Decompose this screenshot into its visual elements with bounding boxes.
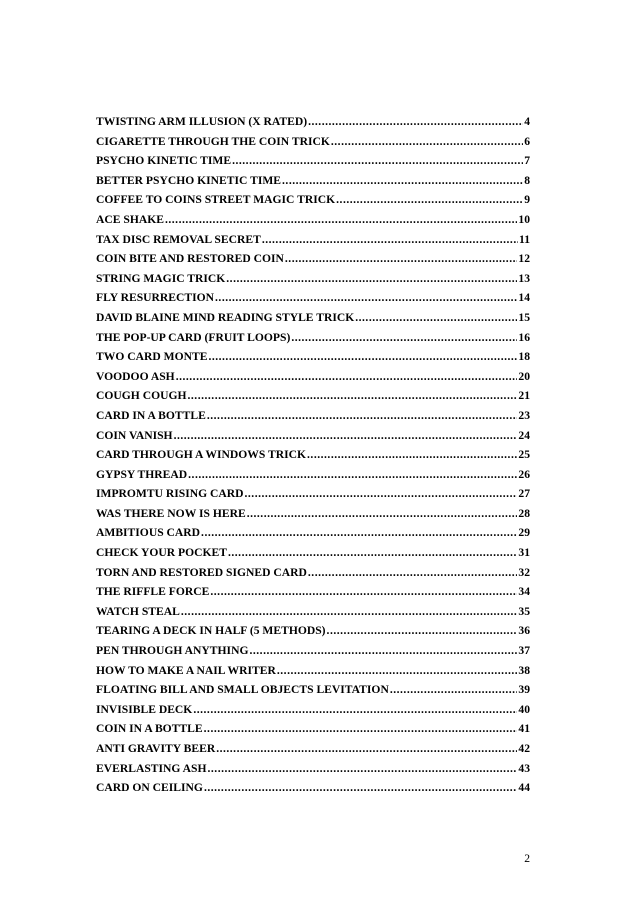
toc-entry-page-number: 16 [518,330,530,344]
toc-entry-title: COIN IN A BOTTLE [96,722,203,736]
toc-entry-page-number: 38 [518,663,530,677]
toc-entry-page-number: 27 [518,487,530,501]
dot-leader [245,484,518,504]
toc-entry[interactable] [96,759,530,779]
toc-entry[interactable] [96,190,530,210]
toc-entry-page-number: 13 [518,271,530,285]
toc-entry[interactable] [96,269,530,289]
toc-entry-page-number: 35 [518,604,530,618]
dot-leader [331,132,523,152]
toc-entry-title: THE POP-UP CARD (FRUIT LOOPS) [96,330,291,344]
toc-entry[interactable] [96,386,530,406]
toc-entry-title: EVERLASTING ASH [96,761,207,775]
toc-entry[interactable] [96,406,530,426]
toc-entry[interactable] [96,328,530,348]
dot-leader [307,445,517,465]
toc-entry-page-number: 15 [518,310,530,324]
toc-entry-page-number: 8 [524,173,530,187]
toc-entry-title: COUGH COUGH [96,389,187,403]
toc-entry-page-number: 43 [518,761,530,775]
toc-entry-title: CARD IN A BOTTLE [96,408,206,422]
toc-entry-page-number: 21 [518,389,530,403]
dot-leader [216,739,517,759]
toc-entry-page-number: 9 [524,193,530,207]
toc-entry-page-number: 24 [518,428,530,442]
toc-entry-page-number: 14 [518,291,530,305]
dot-leader [232,151,523,171]
toc-entry-title: STRING MAGIC TRICK [96,271,226,285]
toc-entry-page-number: 34 [518,585,530,599]
dot-leader [390,680,518,700]
toc-entry-title: CARD ON CEILING [96,781,203,795]
toc-entry[interactable] [96,151,530,171]
toc-entry-title: TWISTING ARM ILLUSION (X RATED) [96,115,308,128]
toc-entry-title: TEARING A DECK IN HALF (5 METHODS) [96,624,326,638]
toc-entry-title: TAX DISC REMOVAL SECRET [96,232,261,246]
toc-entry[interactable] [96,132,530,152]
toc-entry-page-number: 29 [518,526,530,540]
toc-entry[interactable] [96,230,530,250]
toc-entry-page-number: 40 [518,702,530,716]
toc-entry[interactable] [96,210,530,230]
toc-entry[interactable] [96,347,530,367]
toc-entry-title: PSYCHO KINETIC TIME [96,154,232,168]
toc-entry-page-number: 44 [518,781,530,795]
toc-entry-title: WAS THERE NOW IS HERE [96,506,246,520]
toc-entry-page-number: 37 [518,644,530,658]
dot-leader [215,288,517,308]
toc-entry-page-number: 10 [518,212,530,226]
toc-entry-title: ACE SHAKE [96,212,164,226]
toc-entry[interactable] [96,523,530,543]
dot-leader [262,230,518,250]
toc-entry-page-number: 20 [518,369,530,383]
toc-entry[interactable] [96,778,530,798]
toc-entry-page-number: 36 [518,624,530,638]
toc-entry[interactable] [96,680,530,700]
toc-entry-page-number: 6 [524,134,530,148]
toc-entry-page-number: 23 [518,408,530,422]
dot-leader [176,367,518,387]
toc-entry[interactable] [96,171,530,191]
dot-leader [282,171,523,191]
toc-entry[interactable] [96,308,530,328]
toc-entry-page-number: 4 [524,115,530,128]
toc-entry-page-number: 42 [518,742,530,755]
toc-entry-page-number: 26 [518,467,530,481]
toc-entry-page-number: 25 [518,448,530,462]
toc-entry-title: COFFEE TO COINS STREET MAGIC TRICK [96,193,336,207]
toc-entry-title: WATCH STEAL [96,604,180,618]
dot-leader [291,328,517,348]
toc-entry[interactable] [96,582,530,602]
dot-leader [336,190,523,210]
dot-leader [188,386,518,406]
toc-entry-title: CARD THROUGH A WINDOWS TRICK [96,448,307,462]
toc-entry[interactable] [96,719,530,739]
dot-leader [277,661,518,681]
dot-leader [204,778,517,798]
toc-entry[interactable] [96,445,530,465]
toc-entry-title: AMBITIOUS CARD [96,526,201,540]
toc-entry-title: CIGARETTE THROUGH THE COIN TRICK [96,134,330,148]
dot-leader [228,543,517,563]
dot-leader [308,112,523,132]
toc-entry-title: THE RIFFLE FORCE [96,585,210,599]
toc-entry[interactable] [96,739,530,759]
toc-entry-title: DAVID BLAINE MIND READING STYLE TRICK [96,310,355,324]
toc-entry-page-number: 18 [518,350,530,364]
toc-entry-title: TORN AND RESTORED SIGNED CARD [96,565,307,579]
toc-entry[interactable] [96,661,530,681]
toc-entry[interactable] [96,249,530,269]
toc-entry-page-number: 41 [518,722,530,736]
toc-entry-title: GYPSY THREAD [96,467,188,481]
dot-leader [208,759,518,779]
table-of-contents [96,112,530,798]
dot-leader [226,269,517,289]
toc-entry-title: ANTI GRAVITY BEER [96,742,216,755]
toc-entry-title: CHECK YOUR POCKET [96,546,227,560]
toc-entry-title: IMPROMTU RISING CARD [96,487,244,501]
toc-entry-title: PEN THROUGH ANYTHING [96,644,249,658]
toc-entry-title: VOODOO ASH [96,369,175,383]
toc-entry-title: COIN VANISH [96,428,173,442]
toc-entry[interactable] [96,465,530,485]
dot-leader [285,249,518,269]
toc-entry[interactable] [96,700,530,720]
dot-leader [174,426,518,446]
toc-entry[interactable] [96,288,530,308]
dot-leader [165,210,517,230]
toc-entry[interactable] [96,112,530,132]
dot-leader [308,563,518,583]
toc-entry[interactable] [96,602,530,622]
toc-entry[interactable] [96,367,530,387]
dot-leader [181,602,518,622]
toc-entry[interactable] [96,426,530,446]
dot-leader [201,523,517,543]
toc-entry-page-number: 7 [524,154,530,168]
toc-entry[interactable] [96,621,530,641]
toc-entry-title: INVISIBLE DECK [96,702,193,716]
toc-entry-title: COIN BITE AND RESTORED COIN [96,252,284,266]
toc-entry[interactable] [96,563,530,583]
toc-entry[interactable] [96,504,530,524]
toc-entry[interactable] [96,641,530,661]
page-number: 2 [524,852,530,865]
toc-entry-title: BETTER PSYCHO KINETIC TIME [96,173,282,187]
dot-leader [355,308,517,328]
toc-entry-page-number: 12 [518,252,530,266]
toc-entry-title: TWO CARD MONTE [96,350,208,364]
dot-leader [207,406,518,426]
toc-entry-page-number: 11 [519,232,530,246]
toc-entry-title: FLY RESURRECTION [96,291,215,305]
toc-entry-page-number: 39 [518,683,530,697]
dot-leader [247,504,518,524]
toc-entry[interactable] [96,484,530,504]
dot-leader [210,582,517,602]
dot-leader [327,621,518,641]
dot-leader [249,641,517,661]
toc-entry-title: HOW TO MAKE A NAIL WRITER [96,663,276,677]
toc-entry[interactable] [96,543,530,563]
toc-entry-title: FLOATING BILL AND SMALL OBJECTS LEVITATION [96,683,389,697]
toc-entry-page-number: 28 [518,506,530,520]
toc-entry-page-number: 31 [518,546,530,560]
dot-leader [193,700,517,720]
dot-leader [204,719,518,739]
dot-leader [188,465,517,485]
dot-leader [208,347,517,367]
toc-entry-page-number: 32 [518,565,530,579]
